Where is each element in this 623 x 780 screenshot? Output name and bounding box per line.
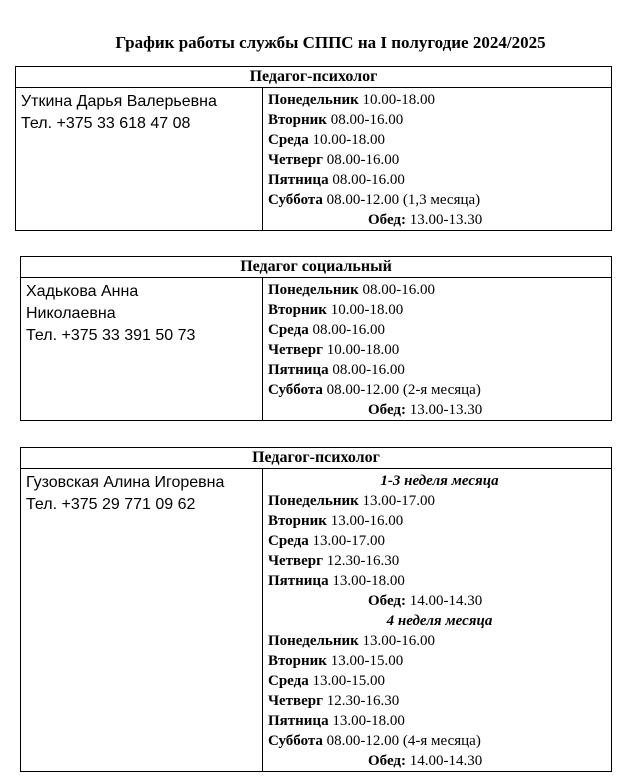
lunch-row (268, 751, 611, 771)
time-value: 12.30-16.30 (326, 553, 400, 569)
hours-row (268, 531, 611, 551)
day-label: Среда (268, 132, 309, 148)
time-value: 13.00-16.00 (362, 633, 436, 649)
day-label: Среда (268, 322, 309, 338)
hours-row (268, 360, 611, 380)
schedule-table-social-teacher (20, 256, 612, 421)
staff-phone: Тел. +375 33 618 47 08 (21, 115, 191, 132)
day-label: Вторник (268, 302, 327, 318)
hours-row (268, 340, 611, 360)
day-label: Понедельник (268, 282, 359, 298)
time-value: 08.00-12.00 (2-я месяца) (326, 382, 481, 398)
day-label: Обед: (368, 402, 407, 418)
staff-phone: Тел. +375 29 771 09 62 (26, 496, 196, 513)
day-label: Обед: (368, 212, 407, 228)
time-value: 10.00-18.00 (330, 302, 404, 318)
time-value: 13.00-18.00 (332, 573, 405, 589)
hours-row (268, 300, 611, 320)
hours-cell (263, 278, 612, 421)
day-label: Пятница (268, 713, 329, 729)
hours-row (268, 731, 611, 751)
staff-contact-cell (21, 278, 263, 421)
day-label: Четверг (268, 693, 323, 709)
day-label: Вторник (268, 513, 327, 529)
hours-row (268, 551, 611, 571)
time-value: 13.00-18.00 (332, 713, 405, 729)
staff-name: Гузовская Алина Игоревна (26, 474, 225, 491)
day-label: Понедельник (268, 92, 359, 108)
lunch-row (268, 591, 611, 611)
schedule-table-psychologist-1 (15, 66, 612, 231)
hours-row (268, 571, 611, 591)
time-value: 13.00-15.00 (330, 653, 404, 669)
day-label: Четверг (268, 342, 323, 358)
hours-row (268, 190, 611, 210)
time-value: 10.00-18.00 (362, 92, 436, 108)
hours-row (268, 90, 611, 110)
time-value: 14.00-14.30 (409, 753, 483, 769)
time-value: 08.00-12.00 (1,3 месяца) (326, 192, 481, 208)
hours-row (268, 671, 611, 691)
staff-name: Хадькова Анна (26, 283, 139, 300)
period-label: 1-3 неделя месяца (380, 473, 499, 489)
time-value: 13.00-13.30 (409, 212, 483, 228)
hours-cell (263, 88, 612, 231)
lunch-row (268, 210, 611, 230)
time-value: 08.00-16.00 (330, 112, 404, 128)
time-value: 12.30-16.30 (326, 693, 400, 709)
time-value: 08.00-16.00 (312, 322, 385, 338)
role-heading: Педагог-психолог (21, 448, 612, 469)
time-value: 08.00-12.00 (4-я месяца) (326, 733, 481, 749)
time-value: 10.00-18.00 (312, 132, 385, 148)
day-label: Вторник (268, 653, 327, 669)
hours-row (268, 491, 611, 511)
role-heading: Педагог социальный (21, 257, 612, 278)
day-label: Обед: (368, 753, 407, 769)
day-label: Среда (268, 533, 309, 549)
staff-phone: Тел. +375 33 391 50 73 (26, 327, 196, 344)
hours-row (268, 170, 611, 190)
role-heading: Педагог-психолог (16, 67, 612, 88)
day-label: Пятница (268, 172, 329, 188)
hours-row (268, 130, 611, 150)
time-value: 08.00-16.00 (326, 152, 400, 168)
time-value: 10.00-18.00 (326, 342, 400, 358)
hours-row (268, 380, 611, 400)
hours-row (268, 320, 611, 340)
time-value: 13.00-15.00 (312, 673, 385, 689)
hours-row (268, 631, 611, 651)
time-value: 13.00-16.00 (330, 513, 404, 529)
time-value: 08.00-16.00 (362, 282, 436, 298)
hours-row (268, 651, 611, 671)
lunch-row (268, 400, 611, 420)
time-value: 08.00-16.00 (332, 172, 405, 188)
day-label: Среда (268, 673, 309, 689)
day-label: Пятница (268, 362, 329, 378)
time-value: 08.00-16.00 (332, 362, 405, 378)
day-label: Четверг (268, 152, 323, 168)
day-label: Пятница (268, 573, 329, 589)
hours-cell (263, 469, 612, 772)
time-value: 13.00-17.00 (362, 493, 436, 509)
staff-contact-cell (16, 88, 263, 231)
day-label: Суббота (268, 733, 323, 749)
day-label: Понедельник (268, 493, 359, 509)
hours-row (268, 691, 611, 711)
hours-row (268, 280, 611, 300)
hours-row (268, 711, 611, 731)
day-label: Суббота (268, 192, 323, 208)
hours-row (268, 511, 611, 531)
staff-name-2: Николаевна (26, 305, 116, 322)
day-label: Четверг (268, 553, 323, 569)
page-title: График работы службы СППС на I полугодие 2024/2025 (115, 33, 546, 52)
schedule-table-psychologist-2 (20, 447, 612, 772)
hours-row (268, 110, 611, 130)
time-value: 14.00-14.30 (409, 593, 483, 609)
day-label: Суббота (268, 382, 323, 398)
time-value: 13.00-17.00 (312, 533, 385, 549)
day-label: Понедельник (268, 633, 359, 649)
day-label: Вторник (268, 112, 327, 128)
day-label: Обед: (368, 593, 407, 609)
period-label: 4 неделя месяца (386, 613, 493, 629)
time-value: 13.00-13.30 (409, 402, 483, 418)
staff-contact-cell (21, 469, 263, 772)
staff-name: Уткина Дарья Валерьевна (21, 93, 217, 110)
hours-row (268, 150, 611, 170)
